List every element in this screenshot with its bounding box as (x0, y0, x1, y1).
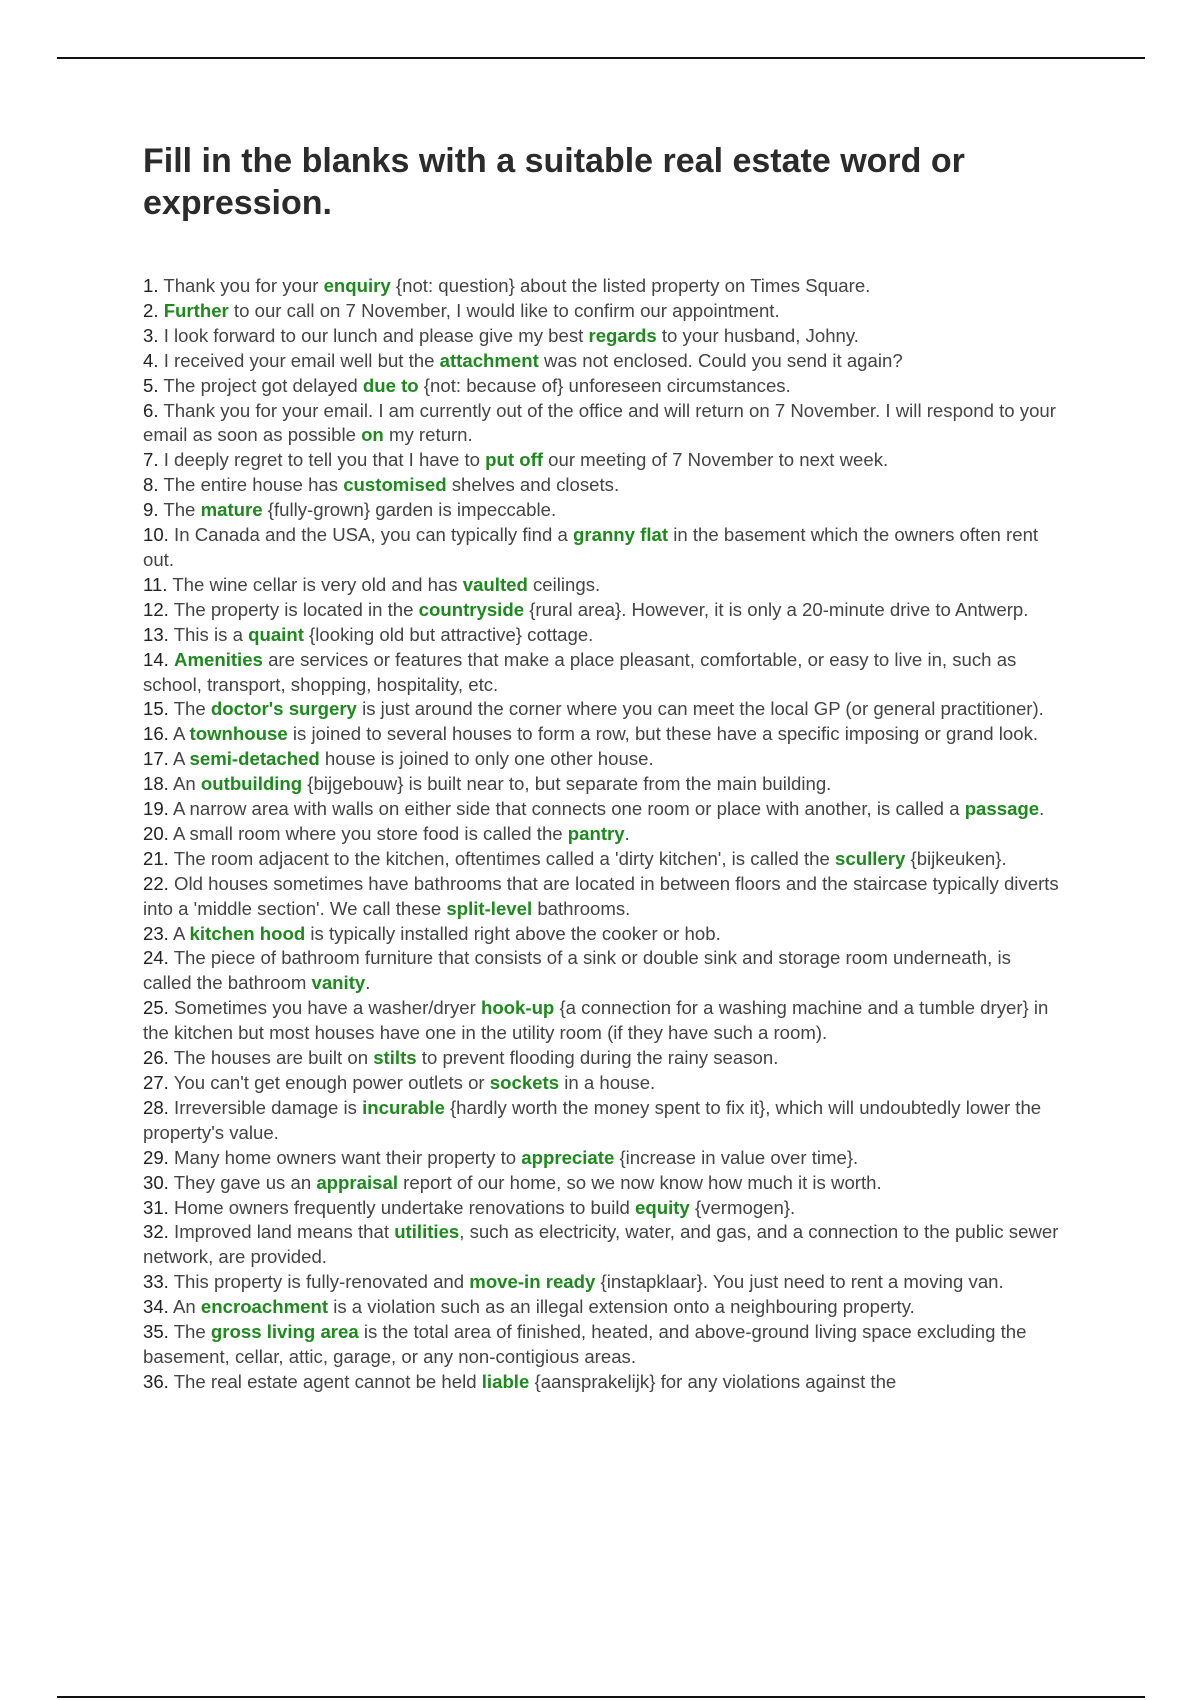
exercise-item (143, 448, 1063, 473)
answer-term: passage (964, 798, 1040, 820)
item-text: {vermogen}. (689, 1196, 796, 1218)
exercise-item (143, 872, 1063, 922)
item-text: The real estate agent cannot be held (173, 1370, 482, 1392)
item-text: Thank you for your email. I am currently out of the office and will return on 7 November. I will respond to your email as soon as possible (143, 399, 1056, 446)
item-text: A (173, 723, 190, 745)
item-text: house is joined to only one other house. (319, 748, 654, 770)
answer-term: utilities (394, 1221, 460, 1243)
exercise-list (143, 274, 1063, 1395)
item-text: . (1039, 798, 1045, 820)
item-text: report of our home, so we now know how much it is worth. (398, 1171, 882, 1193)
item-number: 20. (143, 822, 169, 844)
item-text: A narrow area with walls on either side that connects one room or place with another, is called a (173, 798, 965, 820)
exercise-item (143, 324, 1063, 349)
item-number: 17. (143, 748, 169, 770)
item-text: Home owners frequently undertake renovations to build (174, 1196, 636, 1218)
answer-term: gross living area (210, 1321, 359, 1343)
answer-term: customised (343, 474, 447, 496)
item-text: . (624, 822, 630, 844)
item-text: to your husband, Johny. (656, 324, 859, 346)
answer-term: stilts (373, 1047, 417, 1069)
item-text: ceilings. (527, 573, 601, 595)
exercise-item (143, 1370, 1063, 1395)
item-number: 24. (143, 947, 169, 969)
item-number: 14. (143, 648, 169, 670)
item-text: in the basement which the owners often rent out. (143, 524, 1039, 570)
item-number: 25. (143, 997, 169, 1019)
exercise-item (143, 722, 1063, 747)
item-text: Sometimes you have a washer/dryer (174, 997, 481, 1019)
answer-term: attachment (439, 349, 539, 371)
item-number: 12. (143, 598, 169, 620)
item-text: is just around the corner where you can meet the local GP (or general practitioner). (356, 698, 1044, 720)
item-text: {bijgebouw} is built near to, but separate from the main building. (302, 773, 832, 795)
item-text: was not enclosed. Could you send it again? (538, 349, 903, 371)
exercise-item (143, 697, 1063, 722)
exercise-item (143, 648, 1063, 698)
item-text: A (173, 922, 190, 944)
item-text: The property is located in the (173, 598, 419, 620)
item-text: , such as electricity, water, and gas, and a connection to the public sewer network, are provided. (143, 1221, 1059, 1268)
item-number: 36. (143, 1370, 169, 1392)
item-text: The wine cellar is very old and has (172, 573, 463, 595)
answer-term: vaulted (462, 573, 528, 595)
answer-term: pantry (567, 822, 625, 844)
answer-term: put off (485, 449, 543, 471)
item-text: I deeply regret to tell you that I have to (163, 449, 486, 471)
item-text: in a house. (559, 1072, 656, 1093)
exercise-item (143, 399, 1063, 449)
exercise-item (143, 498, 1063, 523)
item-number: 2. (143, 299, 159, 321)
item-text: They gave us an (173, 1171, 317, 1193)
exercise-item (143, 299, 1063, 324)
answer-term: enquiry (323, 275, 391, 296)
answer-term: appraisal (316, 1171, 398, 1193)
item-text: An (173, 1296, 201, 1318)
item-text: {looking old but attractive} cottage. (303, 623, 594, 645)
top-divider (57, 57, 1145, 59)
answer-term: Further (163, 299, 229, 321)
answer-term: encroachment (200, 1296, 329, 1318)
item-text: {rural area}. However, it is only a 20-minute drive to Antwerp. (524, 598, 1029, 620)
exercise-item (143, 922, 1063, 947)
item-text: is a violation such as an illegal extension onto a neighbouring property. (328, 1296, 915, 1318)
item-number: 15. (143, 698, 169, 720)
item-text: our meeting of 7 November to next week. (542, 449, 889, 471)
answer-term: regards (588, 324, 657, 346)
item-text: Many home owners want their property to (174, 1146, 522, 1168)
item-text: Irreversible damage is (174, 1096, 363, 1118)
item-number: 16. (143, 723, 169, 745)
item-text: {bijkeuken}. (905, 847, 1007, 869)
exercise-item (143, 1171, 1063, 1196)
item-number: 4. (143, 349, 159, 371)
item-text: The entire house has (163, 474, 344, 496)
item-text: This property is fully-renovated and (173, 1271, 470, 1293)
item-text: {not: question} about the listed property on Times Square. (390, 275, 871, 296)
item-text: is the total area of finished, heated, and above-ground living space excluding the basement, cellar, attic, garage, or any non-contigious areas. (143, 1321, 1027, 1367)
item-text: shelves and closets. (446, 474, 620, 496)
answer-term: quaint (248, 623, 304, 645)
item-number: 7. (143, 449, 159, 471)
exercise-item (143, 1046, 1063, 1071)
exercise-item (143, 822, 1063, 847)
answer-term: equity (635, 1196, 690, 1218)
bottom-divider (57, 1696, 1145, 1698)
answer-term: due to (362, 374, 419, 396)
item-number: 23. (143, 922, 169, 944)
item-number: 18. (143, 773, 169, 795)
exercise-item (143, 1320, 1063, 1370)
item-number: 27. (143, 1072, 169, 1093)
answer-term: outbuilding (200, 773, 303, 795)
item-text: In Canada and the USA, you can typically find a (174, 524, 574, 546)
answer-term: move-in ready (469, 1271, 596, 1293)
item-text: bathrooms. (532, 897, 631, 919)
exercise-item (143, 847, 1063, 872)
item-number: 1. (143, 275, 159, 296)
answer-term: liable (481, 1370, 530, 1392)
item-text: {increase in value over time}. (614, 1146, 859, 1168)
answer-term: Amenities (174, 648, 263, 670)
item-text: are services or features that make a place pleasant, comfortable, or easy to live in, such as school, transport, shopping, hospitality, etc. (143, 648, 1017, 695)
answer-term: countryside (418, 598, 525, 620)
exercise-item (143, 772, 1063, 797)
item-text: A small room where you store food is called the (173, 822, 568, 844)
exercise-item (143, 1071, 1063, 1096)
item-number: 8. (143, 474, 159, 496)
item-text: The room adjacent to the kitchen, oftentimes called a 'dirty kitchen', is called the (173, 847, 836, 869)
item-text: An (173, 773, 201, 795)
item-text: The (173, 1321, 211, 1343)
item-text: is typically installed right above the cooker or hob. (305, 922, 721, 944)
item-number: 30. (143, 1171, 169, 1193)
item-text: is joined to several houses to form a row, but these have a specific imposing or grand look. (287, 723, 1039, 745)
item-text: {a connection for a washing machine and a tumble dryer} in the kitchen but most houses have one in the utility room (if they have such a room). (143, 997, 1049, 1044)
exercise-item (143, 1270, 1063, 1295)
exercise-item (143, 374, 1063, 399)
exercise-item (143, 1146, 1063, 1171)
answer-term: hook-up (480, 997, 555, 1019)
exercise-item (143, 996, 1063, 1046)
answer-term: on (361, 424, 384, 446)
item-text: This is a (173, 623, 249, 645)
item-number: 11. (143, 573, 168, 595)
exercise-item (143, 349, 1063, 374)
item-text: {aansprakelijk} for any violations against the (529, 1370, 897, 1392)
exercise-item (143, 473, 1063, 498)
item-number: 29. (143, 1146, 169, 1168)
item-number: 35. (143, 1321, 169, 1343)
item-text: You can't get enough power outlets or (173, 1072, 490, 1093)
exercise-item (143, 1196, 1063, 1221)
item-number: 6. (143, 399, 159, 421)
answer-term: vanity (311, 972, 366, 994)
exercise-item (143, 747, 1063, 772)
answer-term: townhouse (189, 723, 288, 745)
item-text: {fully-grown} garden is impeccable. (262, 499, 557, 521)
answer-term: granny flat (573, 524, 669, 546)
item-text: . (365, 972, 371, 994)
exercise-item (143, 623, 1063, 648)
item-number: 32. (143, 1221, 169, 1243)
item-number: 3. (143, 324, 159, 346)
item-text: to our call on 7 November, I would like to confirm our appointment. (228, 299, 780, 321)
item-number: 34. (143, 1296, 169, 1318)
item-number: 31. (143, 1196, 169, 1218)
exercise-item (143, 598, 1063, 623)
item-text: to prevent flooding during the rainy season. (416, 1047, 779, 1069)
item-number: 21. (143, 847, 169, 869)
exercise-item (143, 946, 1063, 996)
answer-term: appreciate (521, 1146, 615, 1168)
item-text: The piece of bathroom furniture that consists of a sink or double sink and storage room underneath, is called the bathroom (143, 947, 1011, 994)
answer-term: incurable (362, 1096, 445, 1118)
answer-term: semi-detached (189, 748, 320, 770)
answer-term: mature (200, 499, 263, 521)
item-number: 9. (143, 499, 159, 521)
exercise-item (143, 523, 1063, 573)
item-text: The houses are built on (173, 1047, 374, 1069)
item-number: 19. (143, 798, 169, 820)
item-text: The (173, 698, 211, 720)
item-text: Improved land means that (174, 1221, 395, 1243)
exercise-item (143, 797, 1063, 822)
item-text: I look forward to our lunch and please give my best (163, 324, 589, 346)
item-text: The project got delayed (163, 374, 363, 396)
exercise-item (143, 1096, 1063, 1146)
item-number: 33. (143, 1271, 169, 1293)
exercise-item (143, 573, 1063, 598)
item-number: 22. (143, 872, 169, 894)
answer-term: kitchen hood (189, 922, 306, 944)
answer-term: scullery (835, 847, 906, 869)
item-text: {not: because of} unforeseen circumstances. (418, 374, 791, 396)
item-text: Old houses sometimes have bathrooms that are located in between floors and the staircase typically diverts into a 'middle section'. We call these (143, 872, 1059, 919)
item-text: {instapklaar}. You just need to rent a moving van. (595, 1271, 1004, 1293)
exercise-item (143, 1220, 1063, 1270)
item-number: 28. (143, 1096, 169, 1118)
page-title: Fill in the blanks with a suitable real estate word or expression. (143, 142, 965, 222)
item-text: The (163, 499, 201, 521)
item-text: my return. (383, 424, 473, 446)
item-number: 13. (143, 623, 169, 645)
item-number: 10. (143, 524, 169, 546)
item-text: I received your email well but the (163, 349, 440, 371)
answer-term: sockets (489, 1072, 560, 1093)
item-text: A (173, 748, 190, 770)
item-text: Thank you for your (163, 275, 324, 296)
item-text: {hardly worth the money spent to fix it}, which will undoubtedly lower the property's value. (143, 1096, 1042, 1143)
answer-term: split-level (446, 897, 533, 919)
item-number: 5. (143, 374, 159, 396)
answer-term: doctor's surgery (210, 698, 357, 720)
item-number: 26. (143, 1047, 169, 1069)
exercise-item (143, 274, 1063, 299)
exercise-item (143, 1295, 1063, 1320)
